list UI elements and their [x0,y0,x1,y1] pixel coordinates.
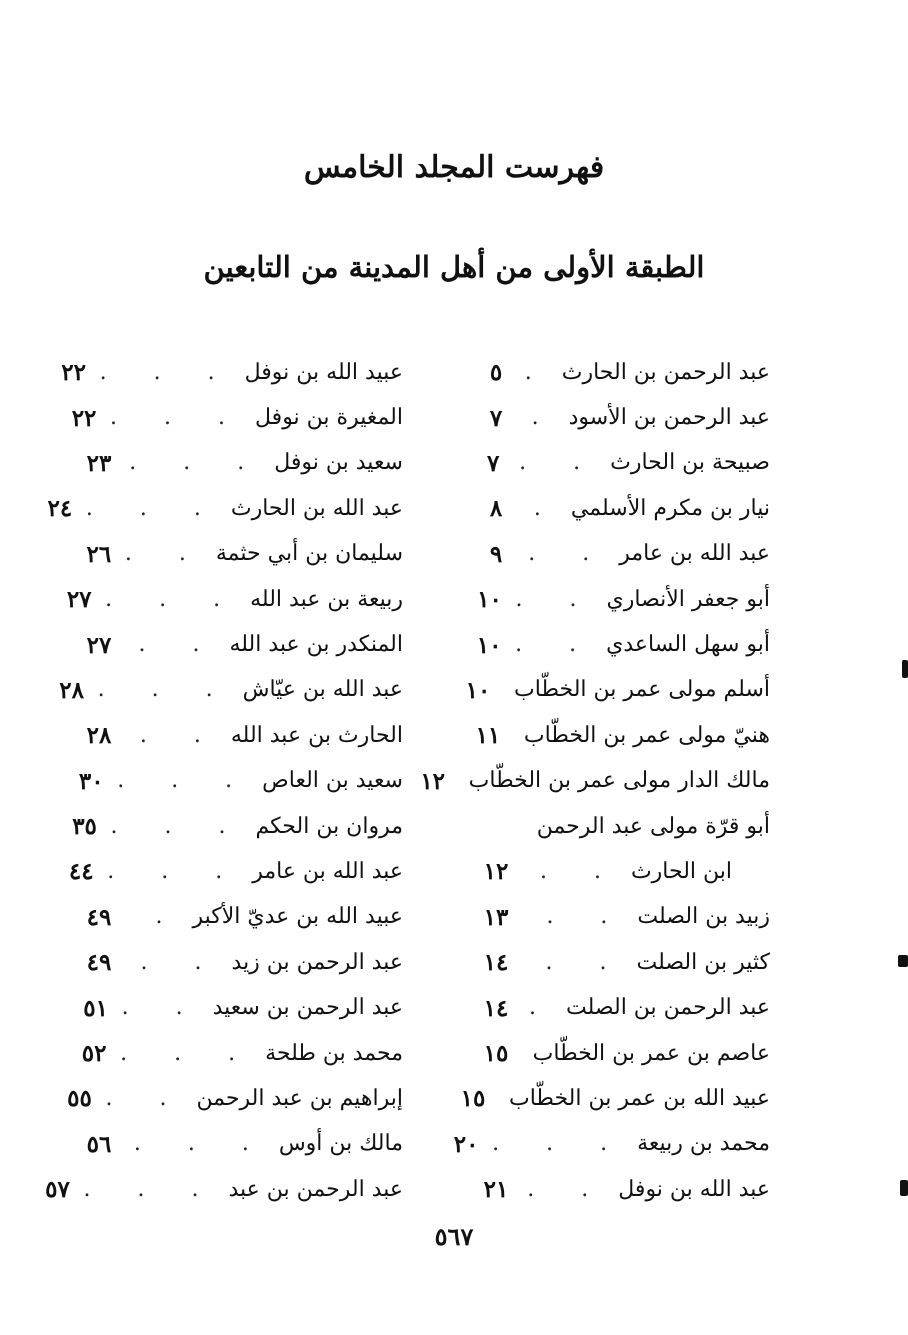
entry-name: مروان بن الحكم [255,813,403,839]
index-entry [470,486,770,531]
entry-name: هنيّ مولى عمر بن الخطّاب [523,722,770,748]
index-entry [73,895,403,940]
index-entry [47,486,403,531]
entry-leader-dots: . . . [120,1040,256,1066]
entry-page-number: ٢٨ [86,722,112,750]
index-entry [470,577,770,622]
volume-title: فهرست المجلد الخامس [303,150,605,185]
entry-page-number: ٢٢ [61,359,87,387]
entry-leader-dots: . . [546,904,628,930]
entry-page-number: ٣٥ [72,813,97,841]
index-entry [470,1167,770,1212]
entry-name: المنكدر بن عبد الله [229,632,403,658]
index-entry [470,350,770,395]
entry-page-number: ٣٠ [78,767,104,795]
entry-page-number: ٢٧ [86,631,112,659]
entry-page-number: ١٤ [483,949,509,977]
entry-page-number: ١٠ [465,676,491,704]
index-entry [73,985,403,1030]
entry-leader-dots: . . [527,1176,609,1202]
entry-page-number: ١١ [475,722,501,750]
entry-name: عبد الرحمن بن الحارث [561,359,770,385]
entry-page-number: ٤٩ [86,949,112,977]
index-entry [73,532,403,577]
entry-leader-dots: . . [539,858,621,884]
entry-name: الحارث بن عبد الله [230,722,403,748]
entry-name: عاصم بن عمر بن الخطّاب [532,1040,770,1066]
index-entry [470,895,770,940]
entry-name: عبد الله بن الحارث [230,495,403,521]
entry-leader-dots: . . . [110,813,246,839]
entry-page-number: ١٠ [476,631,502,659]
index-entry [470,395,770,440]
entry-page-number: ٥٥ [67,1085,92,1113]
entry-leader-dots: . [533,495,561,521]
entry-page-number: ٤٤ [68,858,94,886]
entry-leader-dots: . . [519,450,601,476]
entry-name: كثير بن الصلت [636,949,770,975]
entry-page-number: ٨ [489,495,503,523]
index-column-right [420,350,770,1212]
entry-name: صبيحة بن الحارث [610,450,770,476]
index-entry [460,1076,770,1121]
entry-leader-dots: . . . [492,1131,628,1157]
entry-name: إبراهيم بن عبد الرحمن [196,1085,403,1111]
entry-page-number: ٢٣ [86,449,112,477]
entry-name: المغيرة بن نوفل [255,405,403,431]
entry-name: ابن الحارث [630,858,732,884]
entry-name: عبيد الله بن عمر بن الخطّاب [508,1085,770,1111]
entry-page-number: ١٥ [483,1040,509,1068]
entry-leader-dots: . . [124,541,206,567]
scan-edge-mark [902,660,908,678]
entry-name: أبو جعفر الأنصاري [606,586,770,612]
entry-name: نيار بن مكرم الأسلمي [570,495,770,521]
entry-name: أبو قرّة مولى عبد الرحمن [536,813,770,839]
index-entry [61,350,403,395]
index-entry [73,940,403,985]
entry-page-number: ٧ [486,449,500,477]
entry-leader-dots: . . [515,586,597,612]
entry-leader-dots: . . [528,541,610,567]
entry-leader-dots: . . [545,949,627,975]
index-entry [73,1122,403,1167]
section-title: الطبقة الأولى من أهل المدينة من التابعين [203,250,705,284]
entry-page-number: ١٤ [483,994,509,1022]
entry-leader-dots: . . [138,632,220,658]
index-entry [67,1076,403,1121]
entry-page-number: ٩ [489,540,503,568]
index-entry [73,1031,403,1076]
entry-leader-dots: . . [105,1085,187,1111]
entry-page-number: ١٠ [477,586,502,614]
entry-name: عبد الله بن عامر [619,541,770,567]
entry-leader-dots: . [529,995,557,1021]
index-entry [470,940,770,985]
entry-name: زبيد بن الصلت [637,904,770,930]
entry-leader-dots: . . . [129,450,265,476]
index-entry [73,441,403,486]
entry-page-number: ١٢ [420,767,446,795]
index-entry [470,622,770,667]
entry-name: عبيد الله بن عديّ الأكبر [192,904,403,930]
page-number: ٥٦٧ [434,1222,474,1251]
index-entry [73,395,403,440]
entry-leader-dots: . [531,405,559,431]
entry-page-number: ٥ [489,359,503,387]
entry-name: سليمان بن أبي حثمة [215,541,403,567]
entry-name: عبد الرحمن بن الأسود [568,405,770,431]
entry-leader-dots: . . . [99,359,235,385]
entry-leader-dots: . . . [85,495,221,521]
index-entry [73,622,403,667]
entry-page-number: ١٣ [483,903,509,931]
entry-page-number: ٤٩ [86,903,112,931]
entry-page-number: ٢٧ [66,586,92,614]
entry-name: مالك بن أوس [278,1131,403,1157]
index-entry [470,441,770,486]
index-entry [66,577,403,622]
entry-name: عبد الله بن عامر [252,858,403,884]
entry-leader-dots: . . . [105,586,241,612]
entry-name: ربيعة بن عبد الله [250,586,403,612]
entry-name: عبد الرحمن بن زيد [231,949,403,975]
index-entry [470,532,770,577]
index-entry [465,668,770,713]
entry-name: محمد بن ربيعة [637,1131,770,1157]
entry-page-number: ١٥ [460,1085,486,1113]
entry-name: عبد الرحمن بن سعيد [212,995,403,1021]
entry-name: أسلم مولى عمر بن الخطّاب [514,677,770,703]
index-column-left [45,350,403,1212]
entry-name: سعيد بن العاص [262,768,403,794]
entry-page-number: ٥١ [83,994,108,1022]
entry-name: عبد الله بن نوفل [618,1176,770,1202]
entry-leader-dots: . . [139,722,221,748]
entry-leader-dots: . . . [107,858,243,884]
index-entry [73,759,403,804]
index-entry [420,759,770,804]
entry-page-number: ٢٠ [453,1130,479,1158]
entry-page-number: ٥٧ [45,1176,70,1204]
index-entry [45,1167,403,1212]
index-entry [73,713,403,758]
entry-page-number: ٥٢ [81,1040,107,1068]
entry-page-number: ١٢ [483,858,509,886]
entry-page-number: ٢١ [483,1176,509,1204]
entry-page-number: ٢٨ [59,676,84,704]
scan-edge-mark [900,1180,908,1196]
index-entry [470,849,770,894]
index-entry [73,804,403,849]
entry-page-number: ٢٢ [71,404,97,432]
entry-leader-dots: . . [515,632,597,658]
index-entry [470,713,770,758]
entry-name: عبد الرحمن بن عبد [228,1176,403,1202]
index-entry [470,1031,770,1076]
entry-name: مالك الدار مولى عمر بن الخطّاب [468,768,770,794]
entry-leader-dots: . . . [97,677,233,703]
entry-name: أبو سهل الساعدي [606,632,770,658]
entry-page-number: ٧ [489,404,503,432]
entry-name: سعيد بن نوفل [274,450,403,476]
entry-page-number: ٢٦ [86,540,112,568]
entry-leader-dots: . . [140,949,222,975]
entry-name: محمد بن طلحة [265,1040,403,1066]
index-entry [59,668,403,713]
entry-leader-dots: . . . [117,768,253,794]
index-entry [453,1122,770,1167]
entry-leader-dots: . . [121,995,203,1021]
scan-edge-mark [898,955,908,967]
entry-page-number: ٥٦ [86,1130,112,1158]
index-entry [470,804,770,849]
entry-leader-dots: . . . [133,1131,269,1157]
entry-leader-dots: . . . [83,1176,219,1202]
index-entry [470,985,770,1030]
entry-name: عبد الله بن عيّاش [242,677,403,703]
entry-leader-dots: . [155,904,183,930]
entry-name: عبيد الله بن نوفل [244,359,403,385]
entry-name: عبد الرحمن بن الصلت [566,995,770,1021]
entry-leader-dots: . [524,359,552,385]
index-entry [68,849,403,894]
entry-leader-dots: . . . [110,405,246,431]
entry-page-number: ٢٤ [47,495,73,523]
